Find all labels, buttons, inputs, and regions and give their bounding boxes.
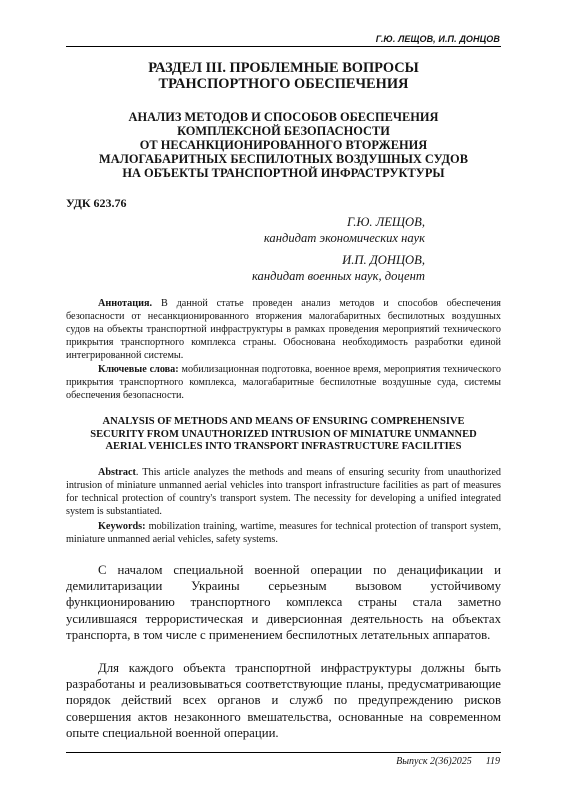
- keywords-ru-text: мобилизационная подготовка, военное время, мероприятия технического прикрытия транспортного комплекса, малогабаритные беспилотные воздушные суда, системы обеспечения безопасности.: [66, 364, 502, 401]
- section-title-line: ТРАНСПОРТНОГО ОБЕСПЕЧЕНИЯ: [158, 76, 409, 92]
- title-en: [66, 416, 501, 454]
- title-en-line: ANALYSIS OF METHODS AND MEANS OF ENSURING COMPREHENSIVE: [102, 416, 465, 427]
- abstract-en-label: Abstract: [98, 467, 136, 478]
- section-title-line: РАЗДЕЛ III. ПРОБЛЕМНЫЕ ВОПРОСЫ: [148, 60, 419, 76]
- body-paragraph: Для каждого объекта транспортной инфраструктуры должны быть разработаны и реализовываться соответствующие планы, предусматривающие порядок действий всех органов и служб по предупреждению рисков совершения актов незаконного вмешательства, основанные на современном опыте специальной военной операции.: [66, 661, 501, 740]
- udc-code: УДК 623.76: [66, 196, 127, 210]
- keywords-en: [66, 520, 501, 546]
- body-paragraph: С началом специальной военной операции по денацификации и демилитаризации Украины серьезным вызовом устойчивому функционированию транспортного комплекса страны стала заметно усилившаяся террористическая и диверсионная деятельность на объектах транспорта, в том числе с применением беспилотных летательных аппаратов.: [66, 563, 501, 642]
- abstract-ru: [66, 297, 501, 362]
- keywords-en-text: mobilization training, wartime, measures for technical protection of transport system, miniature unmanned aerial vehicles, safety systems.: [66, 521, 501, 545]
- abstract-ru-label: Аннотация.: [98, 298, 153, 309]
- article-title-line: МАЛОГАБАРИТНЫХ БЕСПИЛОТНЫХ ВОЗДУШНЫХ СУДОВ: [99, 152, 468, 166]
- article-title-line: ОТ НЕСАНКЦИОНИРОВАННОГО ВТОРЖЕНИЯ: [139, 138, 428, 152]
- title-en-line: SECURITY FROM UNAUTHORIZED INTRUSION OF MINIATURE UNMANNED: [90, 428, 477, 440]
- abstract-en: [66, 466, 501, 518]
- author-degree: кандидат экономических наук: [263, 231, 425, 245]
- page-number: 119: [485, 756, 500, 767]
- footer: [396, 756, 500, 767]
- running-head: Г.Ю. ЛЕЩОВ, И.П. ДОНЦОВ: [375, 34, 500, 44]
- article-title-line: АНАЛИЗ МЕТОДОВ И СПОСОБОВ ОБЕСПЕЧЕНИЯ: [128, 110, 439, 124]
- keywords-en-label: Keywords:: [98, 521, 146, 532]
- author-name: Г.Ю. ЛЕЩОВ,: [347, 215, 425, 229]
- article-title-line: КОМПЛЕКСНОЙ БЕЗОПАСНОСТИ: [177, 124, 390, 138]
- abstract-ru-text: В данной статье проведен анализ методов и способов обеспечения безопасности от несанкционированного вторжения малогабаритных беспилотных воздушных судов на объекты транспортной инфраструктуры в рамках проведения мероприятий технического прикрытия транспортного комплекса страны. Обоснована необходимость разработки единой интегрированной системы.: [66, 298, 501, 361]
- header-rule: [66, 46, 501, 47]
- author-degree: кандидат военных наук, доцент: [251, 269, 425, 283]
- section-title: [66, 60, 501, 92]
- abstract-en-text: . This article analyzes the methods and means of ensuring security from unauthorized intrusion of miniature unmanned aerial vehicles into transport infrastructure facilities as part of measures for technical protection of country's transport system. The necessity for developing a unified integrated system is substantiated.: [66, 467, 501, 517]
- author-name: И.П. ДОНЦОВ,: [342, 253, 425, 267]
- article-title-line: НА ОБЪЕКТЫ ТРАНСПОРТНОЙ ИНФРАСТРУКТУРЫ: [122, 166, 445, 180]
- footer-rule: [66, 752, 501, 753]
- keywords-ru-label: Ключевые слова:: [98, 364, 179, 375]
- author-dontsov: [252, 252, 425, 284]
- article-title: [66, 110, 501, 180]
- title-en-line: AERIAL VEHICLES INTO TRANSPORT INFRASTRUCTURE FACILITIES: [105, 441, 462, 452]
- author-leshchov: [264, 214, 425, 246]
- keywords-ru: [66, 363, 501, 402]
- issue-number: Выпуск 2(36)2025: [396, 756, 472, 767]
